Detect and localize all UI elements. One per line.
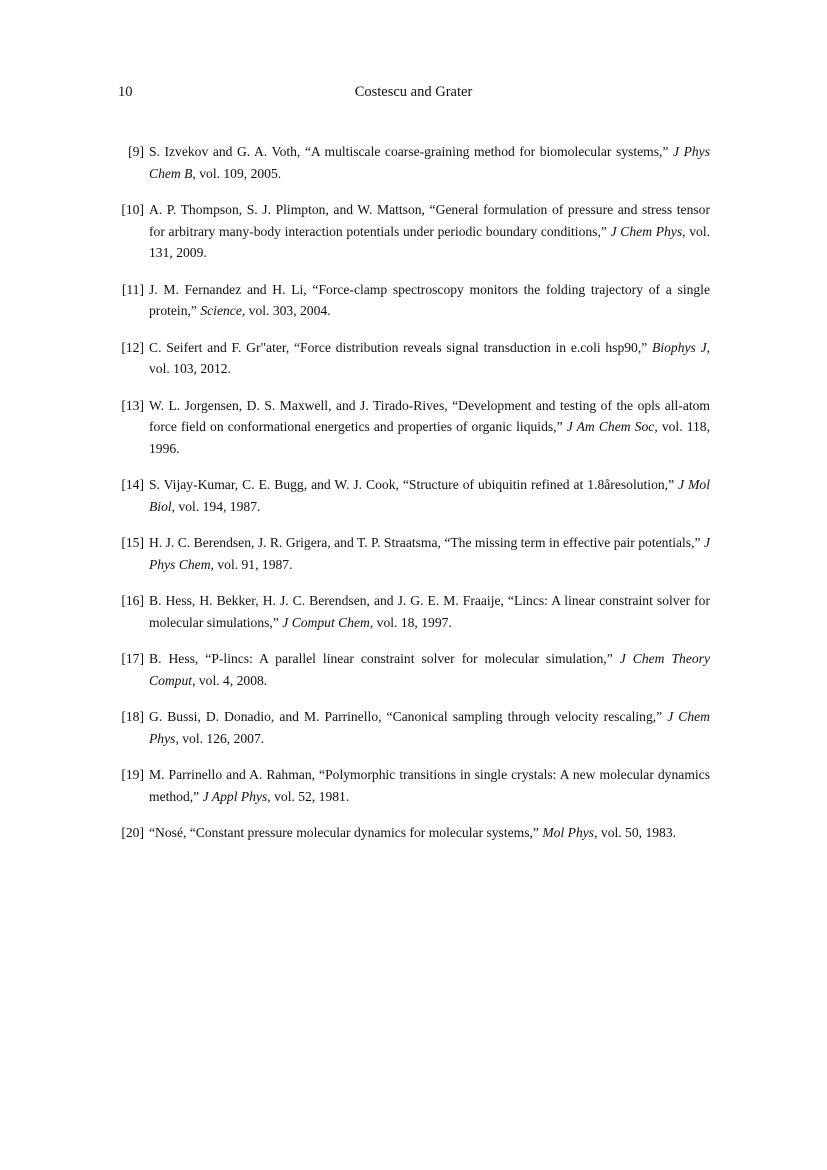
reference-citation-text: J. M. Fernandez and H. Li, “Force-clamp spectroscopy monitors the folding trajectory of a single protein,”: [149, 281, 710, 318]
reference-entry: [118, 395, 710, 460]
reference-text: [149, 535, 710, 572]
reference-text: [149, 398, 710, 456]
journal-name: Biophys J: [652, 339, 707, 355]
reference-text: [149, 282, 710, 319]
running-title: Costescu and Grater: [354, 84, 473, 100]
reference-entry: [118, 279, 710, 322]
reference-entry: [118, 474, 710, 517]
reference-label: [14]: [121, 477, 144, 492]
reference-citation-text: C. Seifert and F. Gr"ater, “Force distribution reveals signal transduction in e.coli hsp90,”: [149, 339, 653, 355]
reference-citation-text: S. Vijay-Kumar, C. E. Bugg, and W. J. Cook, “Structure of ubiquitin refined at 1.8åresolution,”: [149, 477, 679, 492]
reference-text: [149, 651, 710, 688]
reference-entry: [118, 199, 710, 264]
reference-entry: [118, 337, 710, 380]
reference-label: [18]: [121, 709, 144, 724]
reference-label: [11]: [121, 281, 144, 297]
journal-name: J Comput Chem: [282, 614, 370, 630]
running-header: [118, 84, 709, 104]
reference-label: [9]: [128, 144, 144, 159]
journal-name: J Mol Biol: [149, 477, 710, 514]
journal-name: Science: [200, 303, 242, 318]
reference-citation-text: G. Bussi, D. Donadio, and M. Parrinello, “Canonical sampling through velocity rescaling,”: [149, 709, 668, 724]
reference-citation-text: B. Hess, “P-lincs: A parallel linear constraint solver for molecular simulation,”: [149, 651, 620, 666]
reference-citation-text: , vol. 91, 1987.: [210, 556, 293, 572]
reference-entry: [118, 764, 710, 807]
reference-text: [149, 593, 710, 630]
reference-citation-text: A. P. Thompson, S. J. Plimpton, and W. Mattson, “General formulation of pressure and stress tensor for arbitrary many-body interaction potentials under periodic boundary conditions,”: [149, 202, 710, 239]
reference-citation-text: , vol. 52, 1981.: [267, 788, 350, 804]
reference-text: [149, 202, 710, 260]
journal-name: J Chem Phys: [149, 709, 710, 746]
journal-name: J Phys Chem B: [149, 144, 710, 181]
reference-text: [149, 340, 710, 377]
reference-citation-text: B. Hess, H. Bekker, H. J. C. Berendsen, and J. G. E. M. Fraaije, “Lincs: A linear constraint solver for molecular simulations,”: [149, 593, 710, 630]
reference-text: [149, 144, 710, 181]
reference-citation-text: , vol. 109, 2005.: [192, 165, 282, 181]
reference-citation-text: M. Parrinello and A. Rahman, “Polymorphic transitions in single crystals: A new molecular dynamics method,”: [149, 767, 710, 804]
reference-entry: [118, 590, 710, 633]
references-list: [118, 141, 710, 859]
reference-citation-text: , vol. 103, 2012.: [149, 339, 711, 376]
reference-label: [13]: [121, 397, 144, 413]
reference-label: [15]: [121, 535, 144, 550]
reference-label: [12]: [121, 339, 144, 355]
journal-name: J Phys Chem: [149, 535, 710, 572]
reference-label: [20]: [121, 825, 144, 840]
reference-label: [19]: [121, 767, 144, 782]
reference-text: [149, 825, 676, 840]
reference-entry: [118, 141, 710, 184]
journal-name: J Appl Phys: [202, 788, 268, 804]
reference-citation-text: S. Izvekov and G. A. Voth, “A multiscale coarse-graining method for biomolecular systems,”: [149, 144, 673, 159]
reference-text: [149, 767, 710, 804]
reference-label: [17]: [121, 651, 144, 666]
journal-name: J Chem Phys: [610, 223, 683, 239]
reference-text: [149, 477, 710, 514]
reference-entry: [118, 706, 710, 749]
reference-entry: [118, 532, 710, 575]
reference-citation-text: , vol. 50, 1983.: [594, 825, 677, 840]
reference-entry: [118, 822, 710, 844]
reference-citation-text: , vol. 194, 1987.: [171, 498, 261, 514]
reference-text: [149, 709, 710, 746]
journal-name: Mol Phys: [542, 825, 595, 840]
journal-name: J Am Chem Soc: [566, 419, 655, 434]
reference-citation-text: , vol. 126, 2007.: [175, 730, 265, 746]
reference-citation-text: , vol. 18, 1997.: [369, 614, 452, 630]
reference-citation-text: H. J. C. Berendsen, J. R. Grigera, and T. P. Straatsma, “The missing term in effective pair potentials,”: [149, 535, 704, 550]
reference-label: [10]: [121, 202, 144, 217]
reference-entry: [118, 648, 710, 691]
reference-citation-text: W. L. Jorgensen, D. S. Maxwell, and J. Tirado-Rives, “Development and testing of the opls all-atom force field on conformational energetics and properties of organic liquids,”: [149, 397, 710, 434]
page-number: 10: [118, 84, 133, 100]
reference-label: [16]: [121, 593, 144, 608]
reference-citation-text: , vol. 303, 2004.: [241, 303, 331, 318]
reference-citation-text: , vol. 118, 1996.: [149, 419, 710, 456]
reference-citation-text: , vol. 131, 2009.: [149, 223, 710, 260]
journal-name: J Chem Theory Comput: [149, 651, 710, 688]
reference-citation-text: , vol. 4, 2008.: [192, 672, 268, 688]
reference-citation-text: “Nosé, “Constant pressure molecular dynamics for molecular systems,”: [149, 825, 543, 840]
